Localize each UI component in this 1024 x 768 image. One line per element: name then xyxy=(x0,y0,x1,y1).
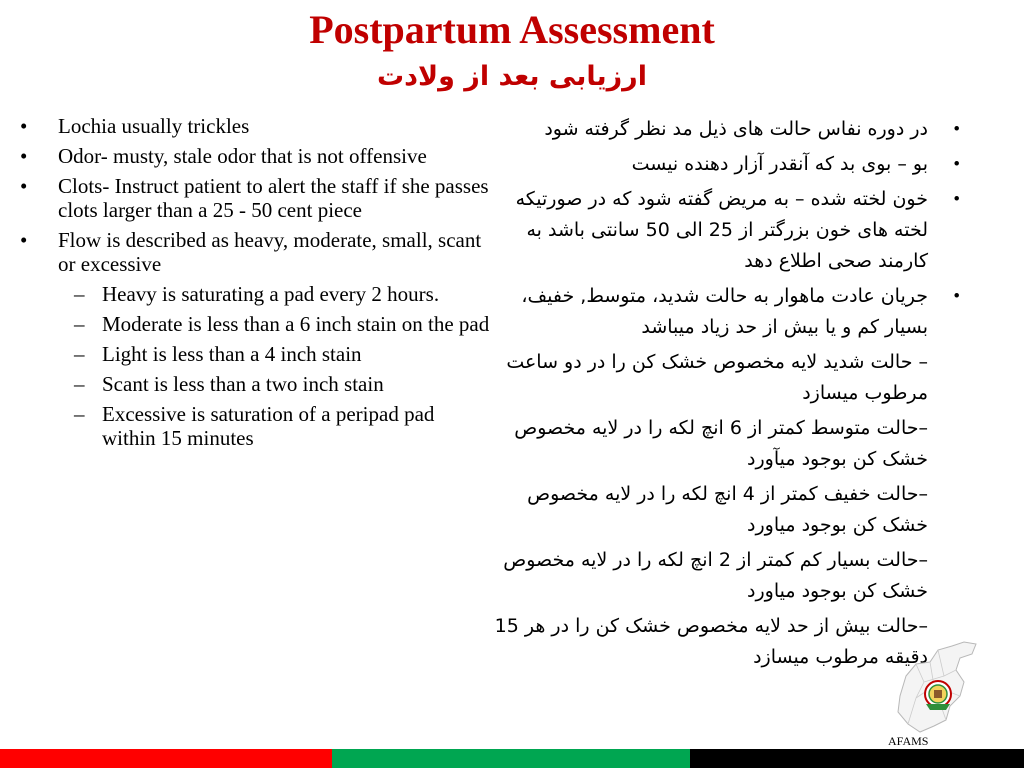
slide-title: Postpartum Assessment xyxy=(309,7,715,52)
sub-list-item xyxy=(18,372,490,396)
afghanistan-map-logo-icon xyxy=(894,640,980,736)
list-item xyxy=(494,184,968,277)
sub-list-item xyxy=(18,342,490,366)
bullet-icon: • xyxy=(953,154,960,175)
bullet-icon: • xyxy=(20,144,28,168)
sub-list-item xyxy=(18,312,490,336)
sub-bullet-text: Scant is less than a two inch stain xyxy=(102,372,384,396)
footer-bar-green xyxy=(332,749,690,768)
sub-list-item xyxy=(494,413,968,475)
bullet-icon: • xyxy=(20,228,28,252)
dash-icon: – xyxy=(74,402,85,426)
list-item xyxy=(494,281,968,343)
sub-bullet-text: – حالت شدید لایه مخصوص خشک کن را در دو ساعت مرطوب میسازد xyxy=(506,351,928,404)
dash-icon: – xyxy=(74,282,85,306)
sub-bullet-text: Light is less than a 4 inch stain xyxy=(102,342,362,366)
bullet-text: در دوره نفاس حالت های ذیل مد نظر گرفته شود xyxy=(544,118,928,140)
list-item xyxy=(494,149,968,180)
list-item xyxy=(18,174,490,222)
list-item xyxy=(18,228,490,276)
sub-list-item xyxy=(494,545,968,607)
bullet-text: Clots- Instruct patient to alert the staff if she passes clots larger than a 25 - 50 cent piece xyxy=(58,174,489,222)
sub-bullet-text: Excessive is saturation of a peripad pad within 15 minutes xyxy=(102,402,435,450)
dash-icon: – xyxy=(74,342,85,366)
list-item xyxy=(18,144,490,168)
map-outline-icon xyxy=(894,640,980,736)
sub-list-item xyxy=(18,282,490,306)
bullet-text: Lochia usually trickles xyxy=(58,114,250,138)
sub-bullet-text: –حالت بسیار کم کمتر از 2 انچ لکه را در لایه مخصوص خشک کن بوجود میاورد xyxy=(503,549,928,602)
sub-bullet-text: –حالت متوسط کمتر از 6 انچ لکه را در لایه مخصوص خشک کن بوجود میآورد xyxy=(514,417,928,470)
bullet-text: خون لخته شده – به مریض گفته شود که در صورتیکه لخته های خون بزرگتر از 25 الی 50 سانتی باشد به کارمند صحی اطلاع دهد xyxy=(515,188,928,272)
bullet-icon: • xyxy=(953,189,960,210)
organization-label: AFAMS xyxy=(888,734,929,748)
bullet-text: بو – بوی بد که آنقدر آزار دهنده نیست xyxy=(631,153,928,175)
slide-title-farsi: ارزیابی بعد از ولادت xyxy=(377,61,647,92)
sub-list-item xyxy=(494,479,968,541)
bullet-icon: • xyxy=(20,174,28,198)
list-item xyxy=(494,114,968,145)
footer-bar-red xyxy=(0,749,332,768)
english-content xyxy=(18,114,490,456)
sub-list-item xyxy=(18,402,490,450)
bullet-text: جریان عادت ماهوار به حالت شدید، متوسط, خفیف، بسیار کم و یا بیش از حد زیاد میباشد xyxy=(521,285,928,338)
sub-bullet-text: Moderate is less than a 6 inch stain on the pad xyxy=(102,312,490,336)
bullet-text: Flow is described as heavy, moderate, small, scant or excessive xyxy=(58,228,482,276)
bullet-icon: • xyxy=(953,286,960,307)
farsi-bullet-list xyxy=(494,114,968,673)
sub-list-item xyxy=(494,347,968,409)
bullet-text: Odor- musty, stale odor that is not offensive xyxy=(58,144,427,168)
sub-bullet-text: –حالت بیش از حد لایه مخصوص خشک کن را در هر 15 دقیقه مرطوب میسازد xyxy=(494,615,928,668)
sub-bullet-text: Heavy is saturating a pad every 2 hours. xyxy=(102,282,440,306)
list-item xyxy=(18,114,490,138)
footer-bar-black xyxy=(690,749,1024,768)
bullet-icon: • xyxy=(20,114,28,138)
farsi-content xyxy=(494,114,968,677)
dash-icon: – xyxy=(74,372,85,396)
sub-bullet-text: –حالت خفیف کمتر از 4 انچ لکه را در لایه مخصوص خشک کن بوجود میاورد xyxy=(527,483,928,536)
bullet-icon: • xyxy=(953,119,960,140)
dash-icon: – xyxy=(74,312,85,336)
english-bullet-list xyxy=(18,114,490,450)
